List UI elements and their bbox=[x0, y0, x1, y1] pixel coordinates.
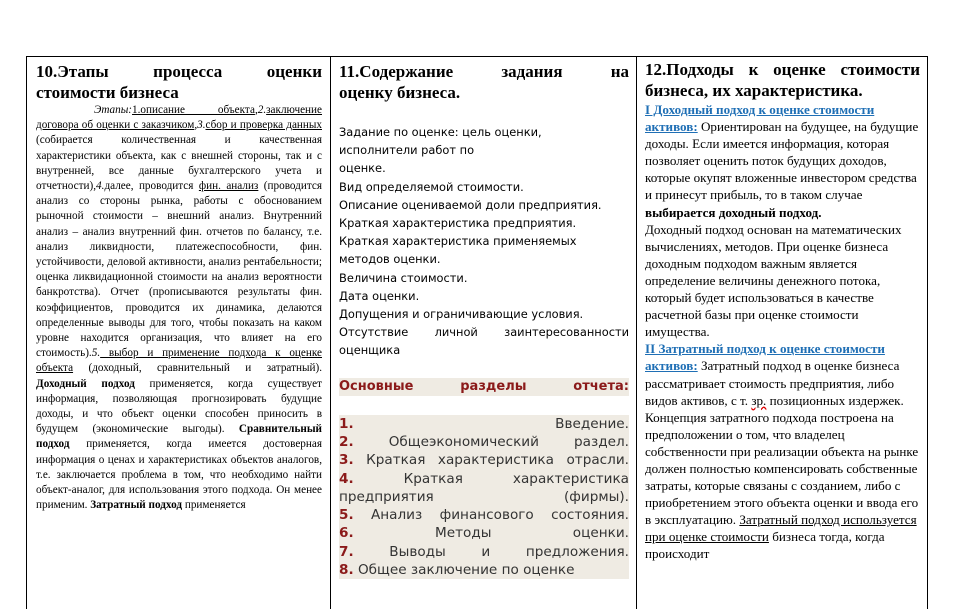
assignment-line: Дата оценки. bbox=[339, 288, 420, 303]
report-item: 4. Краткая характеристика bbox=[339, 470, 629, 487]
report-item: предприятия (фирмы). bbox=[339, 488, 629, 505]
assignment-line: Вид определяемой стоимости. bbox=[339, 179, 524, 194]
report-item: 7. Выводы и предложения. bbox=[339, 543, 629, 560]
report-item: 5. Анализ финансового состояния. bbox=[339, 507, 629, 524]
assignment-line: методов оценки. bbox=[339, 252, 441, 267]
cost-approach-link[interactable]: II Затратный подход к оценке стоимости активов: bbox=[645, 341, 885, 374]
assignment-line: оценщика bbox=[339, 343, 401, 358]
assignment-line: Допущения и ограничивающие условия. bbox=[339, 307, 584, 322]
income-approach-link[interactable]: I Доходный подход к оценке стоимости активов: bbox=[645, 102, 875, 135]
assignment-line: Краткая характеристика применяемых bbox=[339, 234, 577, 249]
assignment-line: Задание по оценке: цель оценки, bbox=[339, 125, 542, 139]
assignment-line: Описание оцениваемой доли предприятия. bbox=[339, 197, 602, 212]
report-sections-list bbox=[339, 415, 629, 580]
assignment-line: Краткая характеристика предприятия. bbox=[339, 216, 577, 231]
income-approach-paragraph: Доходный подход основан на математических вычислениях, методов. При оценке бизнеса доходным подходом важным является определение величины денежного потока, который будет использоваться в качестве расчетной базы при оценке стоимости имущества. bbox=[645, 221, 902, 340]
report-item: 6. Методы оценки. bbox=[339, 525, 629, 542]
spellcheck-mark: зр. bbox=[751, 392, 767, 408]
assignment-line: оценке. bbox=[339, 161, 386, 176]
report-item: 3. Краткая характеристика отрасли. bbox=[339, 452, 629, 469]
report-item: 1. Введение. bbox=[339, 415, 629, 432]
assignment-line: Величина стоимости. bbox=[339, 270, 468, 285]
cost-approach-paragraph: Концепция затратного подхода построена на предположении о том, что владелец собственности при реализации объекта на рынке должен полностью компенсировать собственные затраты, которые связаны с созданием, либо с приобретением этого объекта оценки и ввода его в эксплуатацию. Затратный подход используется при оценке стоимости бизнеса тогда, когда происходит bbox=[645, 409, 919, 562]
heading-stages: 10.Этапы процесса оценки стоимости бизнеса bbox=[36, 62, 322, 102]
column-valuation-assignment bbox=[330, 56, 637, 609]
report-item: 8. Общее заключение по оценке bbox=[339, 561, 629, 579]
heading-assignment: 11.Содержание задания на оценку бизнеса. bbox=[339, 62, 629, 102]
column-business-valuation-stages bbox=[26, 56, 331, 609]
stages-paragraph: Этапы:1.описание объекта,2.заключение договора об оценки с заказчиком,3.сбор и проверка данных (собирается количественная и качественная характеристики объекта, как с внешней стороны, так и с внутренней, все данные бухгалтерского учета и отчетности),4.далее, проводится фин. анализ (проводится анализ со стороны рынка, работы с обоснованием рыночной стоимости – внешний анализ. Внутренний анализ – анализ внутренний фин. отчетов по балансу, т.е. анализ ликвидности, платежеспособности, фин. устойчивости, деловой активности, анализ рентабельности; оценка ликвидационной стоимости на анализ вероятности банкротства). Отчет (прописываются результаты фин. коэффициентов, проводится их динамика, делаются определенные выводы для того, чтобы показать на каком уровне находится организация, что влияет на его стоимость).5. выбор и применение подхода к оценке объекта (доходный, сравнительный и затратный). Доходный подход применяется, когда существует информация, позволяющая прогнозировать будущие доходы, и что объект оценки способен приносить в будущем (экономические выгоды). Сравнительный подход применяется, когда имеется достоверная информация о ценах и характеристиках объектов аналогов, т.е. заключается проблема в том, что необходимо найти объект-аналог, для использования этого подхода. Он менее применим. Затратный подход применяется bbox=[36, 104, 322, 512]
heading-approaches: 12.Подходы к оценке стоимости бизнеса, их характеристика. bbox=[645, 60, 920, 100]
report-item: 2. Общеэкономический раздел. bbox=[339, 433, 629, 450]
assignment-line: Отсутствие личной заинтересованности bbox=[339, 325, 629, 340]
approaches-text: I Доходный подход к оценке стоимости активов: Ориентирован на будущее, на будущие доходы. Если имеется информация, которая позволяет оценить поток будущих доходов, которые окупят вложенные инвестором средства и принесут прибыль, то в таком случае выбирается доходный подход. Доходный подход основан на математических вычислениях, методов. При оценке бизнеса доходным подходом важным является определение величины денежного потока, который будет использоваться в качестве расчетной базы при оценке стоимости имущества. II Затратный подход к оценке стоимости активов: Затратный подход в оценке бизнеса рассматривает стоимость предприятия, либо видов активов, с т. зр. позиционных издержек. Концепция затратного подхода построена на предположении о том, что владелец собственности при реализации объекта на рынке должен полностью компенсировать собственные затраты, которые связаны с созданием, либо с приобретением этого объекта оценки и ввода его в эксплуатацию. Затратный подход используется при оценке стоимости бизнеса тогда, когда происходит bbox=[645, 102, 919, 562]
column-valuation-approaches bbox=[636, 56, 928, 609]
assignment-list bbox=[339, 123, 629, 360]
assignment-line: исполнители работ по bbox=[339, 143, 475, 158]
report-sections-title: Основные разделы отчета: bbox=[339, 378, 629, 394]
